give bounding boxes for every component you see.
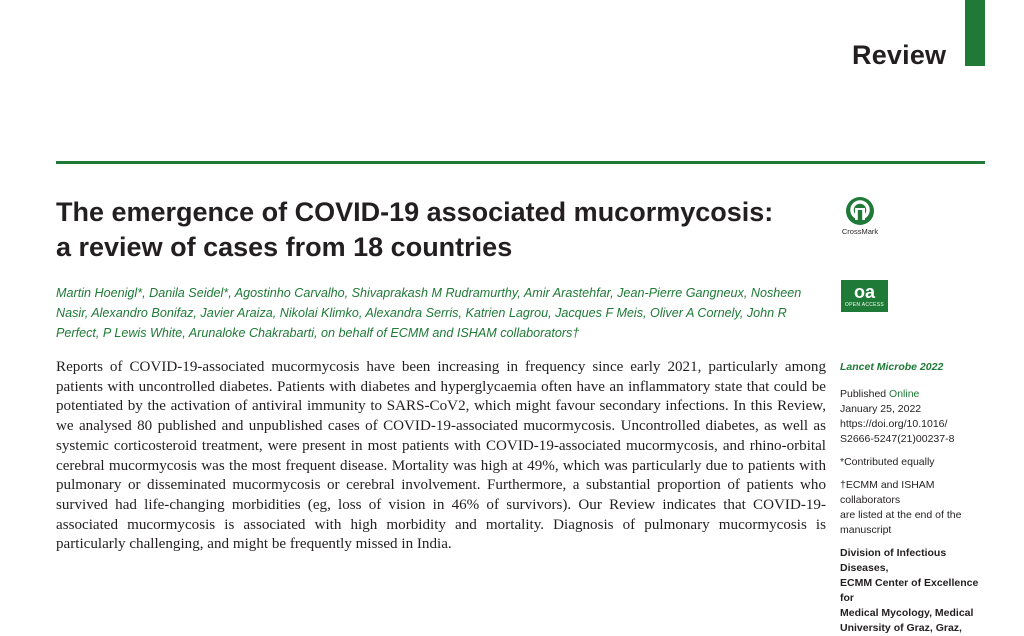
contributed-note: *Contributed equally: [840, 456, 935, 468]
collaborators-note-line3: manuscript: [840, 524, 892, 536]
title-line-2: a review of cases from 18 countries: [56, 232, 513, 262]
affiliation-line1: Division of Infectious Diseases,: [840, 547, 947, 574]
oa-subtext: OPEN ACCESS: [844, 302, 885, 308]
article-info-sidebar: [840, 360, 990, 636]
published-online-link[interactable]: Online: [889, 388, 920, 400]
header-rule: [56, 161, 985, 164]
author-list: Martin Hoenigl*, Danila Seidel*, Agostinho Carvalho, Shivaprakash M Rudramurthy, Amir Arastehfar, Jean-Pierre Gangneux, Nosheen Nasir, Alexandro Bonifaz, Javier Araiza, Nikolai Klimko, Alexandra Serris, Katrien Lagrou, Jacques F Meis, Oliver A Cornely, John R Perfect, P Lewis White, Arunaloke Chakrabarti, on behalf of ECMM and ISHAM collaborators†: [56, 286, 802, 340]
doi-link-line2[interactable]: S2666-5247(21)00237-8: [840, 433, 955, 445]
oa-text: oa: [853, 282, 875, 302]
crossmark-badge[interactable]: [840, 196, 880, 236]
collaborators-note-line1: †ECMM and ISHAM collaborators: [840, 479, 935, 506]
published-line: [840, 387, 990, 402]
open-access-badge: [841, 280, 888, 312]
abstract: Reports of COVID-19-associated mucormycosis have been increasing in frequency since early 2021, particularly among patients with uncontrolled diabetes. Patients with diabetes and hyperglycaemia often have an inflammatory state that could be potentiated by the activation of antiviral immunity to SARS-CoV2, which might favour secondary infections. In this Review, we analysed 80 published and unpublished cases of COVID-19-associated mucormycosis. Uncontrolled diabetes, as well as systemic corticosteroid treatment, were present in most patients with COVID-19-associated mucormycosis, and rhino-orbital cerebral mucormycosis was the most frequent disease. Mortality was high at 49%, which was particularly due to patients with pulmonary or disseminated mucormycosis or cerebral involvement. Furthermore, a substantial proportion of patients who survived had life-changing morbidities (eg, loss of vision in 46% of survivors). Our Review indicates that COVID-19-associated mucormycosis is associated with high morbidity and mortality. Diagnosis of pulmonary mucormycosis is particularly challenging, and might be frequently missed in India.: [56, 359, 826, 553]
title-line-1: The emergence of COVID-19 associated mucormycosis:: [56, 197, 774, 227]
affiliation-line3: Medical Mycology, Medical: [840, 607, 974, 619]
affiliation-line2: ECMM Center of Excellence for: [840, 577, 979, 604]
article-title: [56, 195, 816, 265]
crossmark-icon: [845, 196, 875, 226]
publish-date: January 25, 2022: [840, 403, 922, 415]
doi-link-line1[interactable]: https://doi.org/10.1016/: [840, 418, 948, 430]
section-color-tab: [965, 0, 985, 66]
published-prefix: Published: [840, 388, 890, 400]
collaborators-note-line2: are listed at the end of the: [840, 509, 962, 521]
section-label: Review: [852, 40, 947, 70]
crossmark-label: CrossMark: [841, 227, 879, 236]
journal-citation: Lancet Microbe 2022: [840, 361, 944, 373]
affiliation-line4: University of Graz, Graz,: [840, 622, 962, 634]
